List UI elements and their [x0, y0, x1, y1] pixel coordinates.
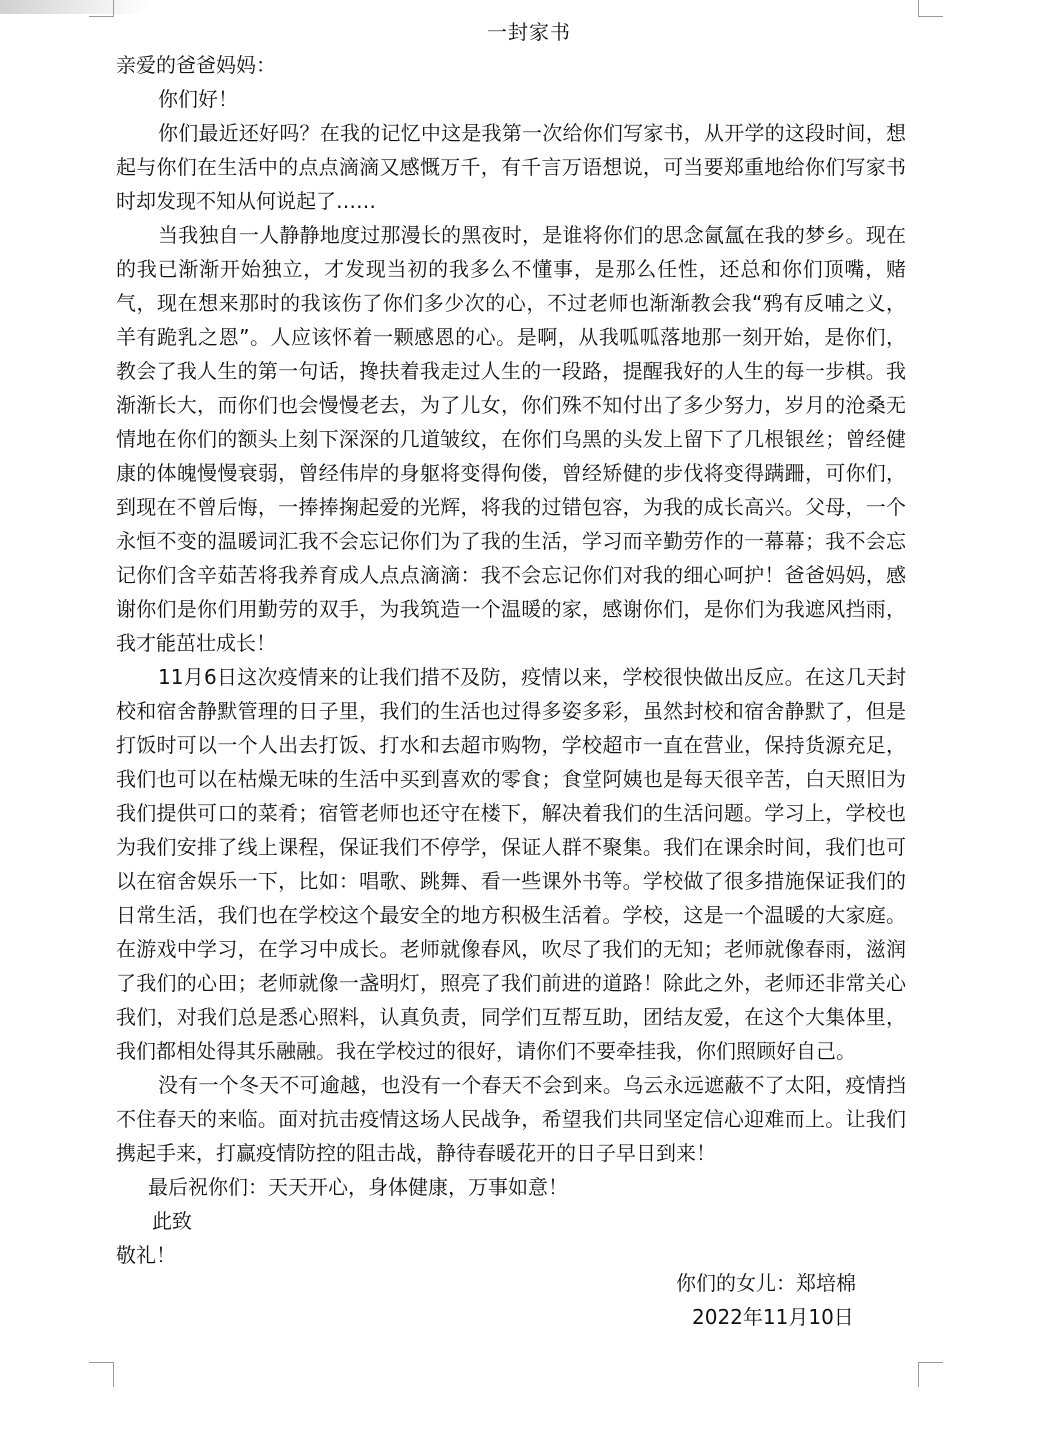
- salutation: 亲爱的爸爸妈妈：: [116, 53, 276, 77]
- closing-ci-zhi: 此致: [152, 1209, 192, 1233]
- letter-title: 一封家书: [487, 20, 571, 44]
- paragraph-1: 你们最近还好吗？在我的记忆中这是我第一次给你们写家书，从开学的这段时间，想起与你们在生活中的点点滴滴又感慨万千，有千言万语想说，可当要郑重地给你们写家书时却发现不知从何说起了……: [116, 121, 906, 213]
- greeting: 你们好！: [158, 87, 238, 111]
- paragraph-4: 没有一个冬天不可逾越，也没有一个春天不会到来。乌云永远遮蔽不了太阳，疫情挡不住春天的来临。面对抗击疫情这场人民战争，希望我们共同坚定信心迎难而上。让我们携起手来，打赢疫情防控的阻击战，静待春暖花开的日子早日到来！: [116, 1073, 906, 1165]
- closing-jing-li: 敬礼！: [116, 1243, 176, 1267]
- crop-mark-bottom-left: [89, 1362, 114, 1387]
- top-edge-shadow: [0, 0, 150, 14]
- signature-block: [676, 1266, 936, 1334]
- crop-mark-bottom-right: [918, 1362, 943, 1387]
- wishes: 最后祝你们：天天开心，身体健康，万事如意！: [148, 1175, 568, 1199]
- signature-name: 你们的女儿：郑培棉: [676, 1271, 856, 1295]
- letter-body: [116, 48, 906, 1272]
- paragraph-2: 当我独自一人静静地度过那漫长的黑夜时，是谁将你们的思念氤氲在我的梦乡。现在的我已渐渐开始独立，才发现当初的我多么不懂事，是那么任性，还总和你们顶嘴，赌气，现在想来那时的我该伤了你们多少次的心，不过老师也渐渐教会我“鸦有反哺之义，羊有跪乳之恩”。人应该怀着一颗感恩的心。是啊，从我呱呱落地那一刻开始，是你们，教会了我人生的第一句话，搀扶着我走过人生的一段路，提醒我好的人生的每一步棋。我渐渐长大，而你们也会慢慢老去，为了儿女，你们殊不知付出了多少努力，岁月的沧桑无情地在你们的额头上刻下深深的几道皱纹，在你们乌黑的头发上留下了几根银丝；曾经健康的体魄慢慢衰弱，曾经伟岸的身躯将变得佝偻，曾经矫健的步伐将变得蹒跚，可你们，到现在不曾后悔，一捧捧掬起爱的光辉，将我的过错包容，为我的成长高兴。父母，一个永恒不变的温暖词汇我不会忘记你们为了我的生活，学习而辛勤劳作的一幕幕；我不会忘记你们含辛茹苦将我养育成人点点滴滴：我不会忘记你们对我的细心呵护！爸爸妈妈，感谢你们是你们用勤劳的双手，为我筑造一个温暖的家，感谢你们，是你们为我遮风挡雨，我才能茁壮成长！: [116, 223, 906, 655]
- paragraph-3: 11月6日这次疫情来的让我们措不及防，疫情以来，学校很快做出反应。在这几天封校和宿舍静默管理的日子里，我们的生活也过得多姿多彩，虽然封校和宿舍静默了，但是打饭时可以一个人出去打饭、打水和去超市购物，学校超市一直在营业，保持货源充足，我们也可以在枯燥无味的生活中买到喜欢的零食；食堂阿姨也是每天很辛苦，白天照旧为我们提供可口的菜肴；宿管老师也还守在楼下，解决着我们的生活问题。学习上，学校也为我们安排了线上课程，保证我们不停学，保证人群不聚集。我们在课余时间，我们也可以在宿舍娱乐一下，比如：唱歌、跳舞、看一些课外书等。学校做了很多措施保证我们的日常生活，我们也在学校这个最安全的地方积极生活着。学校，这是一个温暖的大家庭。在游戏中学习，在学习中成长。老师就像春风，吹尽了我们的无知；老师就像春雨，滋润了我们的心田；老师就像一盏明灯，照亮了我们前进的道路！除此之外，老师还非常关心我们，对我们总是悉心照料，认真负责，同学们互帮互助，团结友爱，在这个大集体里，我们都相处得其乐融融。我在学校过的很好，请你们不要牵挂我，你们照顾好自己。: [116, 665, 906, 1063]
- signature-date: 2022年11月10日: [692, 1305, 854, 1329]
